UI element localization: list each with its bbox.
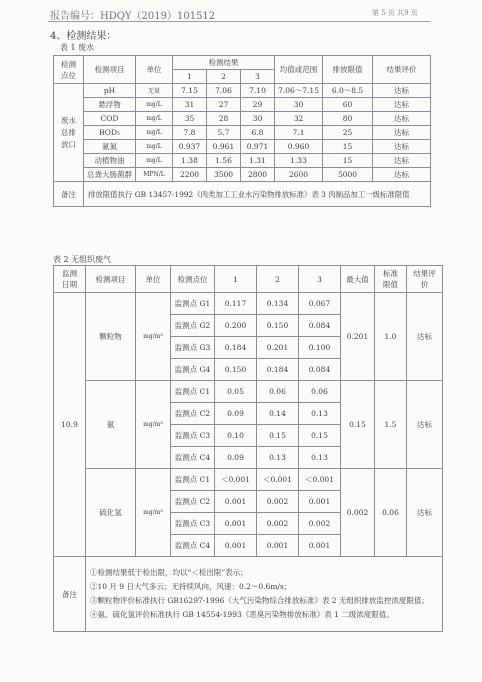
value-2: 5.7 bbox=[207, 126, 241, 140]
header-point: 检测点位 bbox=[171, 266, 215, 293]
value-2: 0.06 bbox=[257, 381, 299, 403]
unit-cell: mg/m³ bbox=[136, 293, 171, 381]
point-cell: 监测点 C4 bbox=[171, 447, 215, 469]
page-number: 第 5 页 共9 页 bbox=[372, 9, 418, 17]
value-1: 0.001 bbox=[215, 535, 257, 557]
point-cell: 监测点 C3 bbox=[171, 513, 215, 535]
header-c1: 1 bbox=[215, 266, 257, 293]
header-avg: 均值或范围 bbox=[275, 56, 323, 84]
limit-cell: 1.0 bbox=[375, 293, 407, 381]
item-cell: 氨氮 bbox=[84, 140, 136, 154]
avg-cell: 2600 bbox=[275, 168, 323, 182]
value-2: 0.134 bbox=[257, 293, 299, 315]
point-cell: 监测点 G2 bbox=[171, 315, 215, 337]
value-2: 0.001 bbox=[257, 535, 299, 557]
header-point: 检测 点位 bbox=[54, 56, 84, 84]
note-label: 备注 bbox=[54, 182, 84, 207]
header-c3: 3 bbox=[241, 70, 275, 84]
limit-cell: 5000 bbox=[323, 168, 373, 182]
header-max: 最大值 bbox=[341, 266, 375, 293]
note-line: ①检测结果低于检出限，均以“＜检出限”表示； bbox=[90, 568, 248, 577]
header-c1: 1 bbox=[173, 70, 207, 84]
value-2: ＜0.001 bbox=[257, 469, 299, 491]
value-1: 0.05 bbox=[215, 381, 257, 403]
item-cell: 硫化氢 bbox=[86, 469, 136, 557]
value-3: 0.13 bbox=[299, 403, 341, 425]
eval-cell: 达标 bbox=[373, 154, 431, 168]
value-2: 0.002 bbox=[257, 491, 299, 513]
avg-cell: 1.33 bbox=[275, 154, 323, 168]
table-row bbox=[54, 140, 431, 154]
eval-cell: 达标 bbox=[407, 381, 443, 469]
max-cell: 0.201 bbox=[341, 293, 375, 381]
value-3: 0.001 bbox=[299, 535, 341, 557]
max-cell: 0.002 bbox=[341, 469, 375, 557]
header-c3: 3 bbox=[299, 266, 341, 293]
value-2: 27 bbox=[207, 98, 241, 112]
value-1: 35 bbox=[173, 112, 207, 126]
point-cell: 监测点 C4 bbox=[171, 535, 215, 557]
value-3: 29 bbox=[241, 98, 275, 112]
table-row bbox=[54, 168, 431, 182]
section-title: 4、检测结果： bbox=[50, 31, 117, 42]
value-1: 0.200 bbox=[215, 315, 257, 337]
value-3: 0.13 bbox=[299, 447, 341, 469]
unit-cell: mg/L bbox=[136, 140, 173, 154]
value-2: 0.15 bbox=[257, 425, 299, 447]
value-3: 7.10 bbox=[241, 84, 275, 98]
unit-cell: mg/L bbox=[136, 126, 173, 140]
header-item: 检测项目 bbox=[84, 56, 136, 84]
point-cell: 监测点 C3 bbox=[171, 425, 215, 447]
value-3: 6.8 bbox=[241, 126, 275, 140]
point-cell: 监测点 G4 bbox=[171, 359, 215, 381]
limit-cell: 80 bbox=[323, 112, 373, 126]
eval-cell: 达标 bbox=[373, 168, 431, 182]
limit-cell: 15 bbox=[323, 154, 373, 168]
value-1: 0.001 bbox=[215, 513, 257, 535]
value-2: 28 bbox=[207, 112, 241, 126]
note-label: 备注 bbox=[54, 557, 86, 632]
notes bbox=[86, 557, 443, 632]
header-eval: 结果评 价 bbox=[407, 266, 443, 293]
value-3: 0.971 bbox=[241, 140, 275, 154]
value-3: 0.15 bbox=[299, 425, 341, 447]
value-1: 0.001 bbox=[215, 491, 257, 513]
value-3: 0.001 bbox=[299, 491, 341, 513]
unit-cell: mg/m³ bbox=[136, 381, 171, 469]
unit-cell: MPN/L bbox=[136, 168, 173, 182]
eval-cell: 达标 bbox=[373, 126, 431, 140]
header-c2: 2 bbox=[207, 70, 241, 84]
limit-cell: 6.0～8.5 bbox=[323, 84, 373, 98]
max-cell: 0.15 bbox=[341, 381, 375, 469]
value-2: 0.13 bbox=[257, 447, 299, 469]
header-unit: 单位 bbox=[136, 266, 171, 293]
value-2: 0.150 bbox=[257, 315, 299, 337]
item-cell: 氨 bbox=[86, 381, 136, 469]
value-3: 0.067 bbox=[299, 293, 341, 315]
avg-cell: 7.06～7.15 bbox=[275, 84, 323, 98]
note-line: ②10 月 9 日大气多云；无持续风向，风速：0.2～0.6m/s； bbox=[90, 582, 292, 591]
header-divider bbox=[48, 21, 430, 22]
report-number: 报告编号：HDQY（2019）101512 bbox=[50, 11, 216, 22]
table-row bbox=[54, 84, 431, 98]
limit-cell: 25 bbox=[323, 126, 373, 140]
unit-cell: mg/L bbox=[136, 98, 173, 112]
value-3: 0.002 bbox=[299, 513, 341, 535]
point-cell: 监测点 G1 bbox=[171, 293, 215, 315]
eval-cell: 达标 bbox=[373, 112, 431, 126]
value-3: 0.084 bbox=[299, 315, 341, 337]
header-item: 检测项目 bbox=[86, 266, 136, 293]
avg-cell: 30 bbox=[275, 98, 323, 112]
note-line: ④氨、硫化氢评价标准执行 GB 14554-1993《恶臭污染物排放标准》表 1 二级浓度限值。 bbox=[90, 610, 394, 619]
point-cell: 监测点 C1 bbox=[171, 469, 215, 491]
value-3: 30 bbox=[241, 112, 275, 126]
header-eval: 结果评价 bbox=[373, 56, 431, 84]
date-cell: 10.9 bbox=[54, 293, 86, 557]
header-result: 检测结果 bbox=[173, 56, 275, 70]
avg-cell: 32 bbox=[275, 112, 323, 126]
wastewater-table bbox=[53, 55, 431, 207]
eval-cell: 达标 bbox=[373, 140, 431, 154]
unit-cell: mg/L bbox=[136, 154, 173, 168]
item-cell: 悬浮物 bbox=[84, 98, 136, 112]
value-3: 1.31 bbox=[241, 154, 275, 168]
value-3: 0.06 bbox=[299, 381, 341, 403]
unit-cell: mg/m³ bbox=[136, 469, 171, 557]
avg-cell: 7.1 bbox=[275, 126, 323, 140]
item-cell: COD bbox=[84, 112, 136, 126]
value-1: ＜0.001 bbox=[215, 469, 257, 491]
air-table bbox=[53, 265, 443, 632]
value-2: 0.002 bbox=[257, 513, 299, 535]
eval-cell: 达标 bbox=[407, 469, 443, 557]
value-3: 0.084 bbox=[299, 359, 341, 381]
value-2: 0.201 bbox=[257, 337, 299, 359]
value-2: 0.184 bbox=[257, 359, 299, 381]
value-1: 31 bbox=[173, 98, 207, 112]
unit-cell: 无量 bbox=[136, 84, 173, 98]
value-1: 0.10 bbox=[215, 425, 257, 447]
value-1: 7.8 bbox=[173, 126, 207, 140]
header-c2: 2 bbox=[257, 266, 299, 293]
table-row bbox=[54, 154, 431, 168]
header-unit: 单位 bbox=[136, 56, 173, 84]
header-limit: 标准 限值 bbox=[375, 266, 407, 293]
note-line: ③颗粒物评价标准执行 GB16297-1996《大气污染物综合排放标准》表 2 无组织排放监控浓度限值； bbox=[90, 596, 429, 605]
avg-cell: 0.960 bbox=[275, 140, 323, 154]
value-2: 0.14 bbox=[257, 403, 299, 425]
value-2: 0.961 bbox=[207, 140, 241, 154]
point-cell: 监测点 C2 bbox=[171, 491, 215, 513]
point-cell: 监测点 G3 bbox=[171, 337, 215, 359]
header-limit: 排放限值 bbox=[323, 56, 373, 84]
item-cell: 颗粒物 bbox=[86, 293, 136, 381]
table-row bbox=[54, 126, 431, 140]
eval-cell: 达标 bbox=[373, 98, 431, 112]
value-1: 0.150 bbox=[215, 359, 257, 381]
value-1: 0.09 bbox=[215, 447, 257, 469]
table-row bbox=[54, 381, 443, 403]
limit-cell: 15 bbox=[323, 140, 373, 154]
point-cell: 监测点 C1 bbox=[171, 381, 215, 403]
value-3: 2800 bbox=[241, 168, 275, 182]
value-2: 1.56 bbox=[207, 154, 241, 168]
limit-cell: 60 bbox=[323, 98, 373, 112]
limit-cell: 1.5 bbox=[375, 381, 407, 469]
eval-cell: 达标 bbox=[407, 293, 443, 381]
table1-caption: 表 1 废水 bbox=[60, 43, 95, 52]
unit-cell: mg/L bbox=[136, 112, 173, 126]
item-cell: 总粪大肠菌群 bbox=[84, 168, 136, 182]
point-label: 废水总排放口 bbox=[54, 84, 84, 182]
item-cell: pH bbox=[84, 84, 136, 98]
value-1: 0.117 bbox=[215, 293, 257, 315]
table-row bbox=[54, 112, 431, 126]
value-2: 7.06 bbox=[207, 84, 241, 98]
point-cell: 监测点 C2 bbox=[171, 403, 215, 425]
item-cell: BOD₅ bbox=[84, 126, 136, 140]
value-3: ＜0.001 bbox=[299, 469, 341, 491]
table2-caption: 表 2 无组织废气 bbox=[53, 255, 112, 264]
value-1: 2200 bbox=[173, 168, 207, 182]
limit-cell: 0.06 bbox=[375, 469, 407, 557]
note-text: 排放限值执行 GB 13457-1992《肉类加工工业水污染物排放标准》表 3 肉制品加工一级标准限值 bbox=[84, 182, 431, 207]
value-1: 1.38 bbox=[173, 154, 207, 168]
table-row bbox=[54, 98, 431, 112]
table-row bbox=[54, 293, 443, 315]
value-2: 3500 bbox=[207, 168, 241, 182]
value-3: 0.100 bbox=[299, 337, 341, 359]
value-1: 7.15 bbox=[173, 84, 207, 98]
value-1: 0.184 bbox=[215, 337, 257, 359]
value-1: 0.09 bbox=[215, 403, 257, 425]
header-date: 监测 日期 bbox=[54, 266, 86, 293]
table-row bbox=[54, 469, 443, 491]
value-1: 0.937 bbox=[173, 140, 207, 154]
item-cell: 动植物油 bbox=[84, 154, 136, 168]
eval-cell: 达标 bbox=[373, 84, 431, 98]
